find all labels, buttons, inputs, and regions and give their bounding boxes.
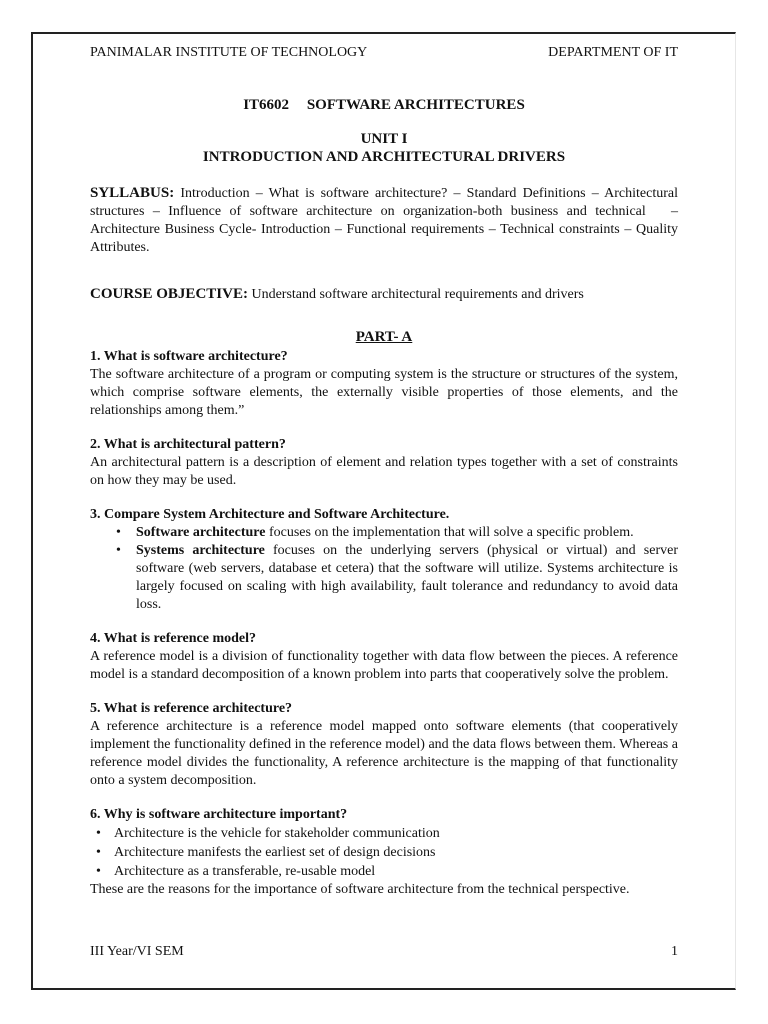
institute-name: PANIMALAR INSTITUTE OF TECHNOLOGY xyxy=(90,45,368,60)
bullet-icon: • xyxy=(96,845,101,860)
bullet-text: Architecture manifests the earliest set of design decisions xyxy=(114,845,436,860)
bullet-text: focuses on the underlying servers (physical or virtual) and server software (web servers, database et cetera) that the software will utilize. Systems architecture is largely focused on scaling with high availability, fault tolerance and redundancy to avoid data loss. xyxy=(136,543,678,612)
syllabus-label: SYLLABUS: xyxy=(90,185,175,201)
list-item xyxy=(90,542,678,614)
bullet-icon: • xyxy=(96,826,101,841)
objective-text: Understand software architectural requirements and drivers xyxy=(251,287,584,302)
course-objective xyxy=(90,285,678,304)
course-code: IT6602 xyxy=(243,97,290,113)
course-title xyxy=(90,96,678,114)
course-name: SOFTWARE ARCHITECTURES xyxy=(306,97,525,113)
question-4-title: 4. What is reference model? xyxy=(90,631,257,646)
department-name: DEPARTMENT OF IT xyxy=(548,45,678,60)
question-2-title: 2. What is architectural pattern? xyxy=(90,437,286,452)
bullet-icon: • xyxy=(116,525,121,540)
document-body xyxy=(90,44,678,899)
question-4-answer: A reference model is a division of functionality together with data flow between the pieces. A reference model is a standard decomposition of a known problem into parts that cooperatively solve the problem. xyxy=(90,649,678,682)
page-footer xyxy=(90,944,678,960)
part-a-heading: PART- A xyxy=(355,329,413,345)
page-header xyxy=(90,44,678,66)
bullet-icon: • xyxy=(116,543,121,558)
bullet-text: focuses on the implementation that will solve a specific problem. xyxy=(265,525,634,540)
question-1-title: 1. What is software architecture? xyxy=(90,349,288,364)
unit-title: INTRODUCTION AND ARCHITECTURAL DRIVERS xyxy=(202,149,566,165)
question-6-title: 6. Why is software architecture important? xyxy=(90,807,348,822)
question-6-conclusion: These are the reasons for the importance of software architecture from the technical perspective. xyxy=(90,882,630,897)
year-semester: III Year/VI SEM xyxy=(90,944,184,959)
bullet-text: Architecture is the vehicle for stakeholder communication xyxy=(114,826,440,841)
bullet-term: Software architecture xyxy=(136,525,266,540)
question-1-answer: The software architecture of a program or computing system is the structure or structures of the system, which comprise software elements, the externally visible properties of those elements, and the relationships among them.” xyxy=(90,367,678,418)
unit-number: UNIT I xyxy=(360,131,408,147)
syllabus-paragraph xyxy=(90,184,678,257)
bullet-icon: • xyxy=(96,864,101,879)
unit-heading xyxy=(90,130,678,166)
page-number: 1 xyxy=(671,944,678,959)
question-3-bullets xyxy=(90,524,678,614)
question-5-title: 5. What is reference architecture? xyxy=(90,701,293,716)
syllabus-text: Introduction – What is software architecture? – Standard Definitions – Architectural structures – Influence of software architecture on organization-both business and technical – Architecture Business Cycle- Introduction – Functional requirements – Technical constraints – Quality Attributes. xyxy=(90,186,679,255)
list-item xyxy=(90,843,678,862)
question-6-bullets xyxy=(90,824,678,881)
question-2-answer: An architectural pattern is a description of element and relation types together with a set of constraints on how they may be used. xyxy=(90,455,678,488)
bullet-term: Systems architecture xyxy=(136,543,265,558)
objective-label: COURSE OBJECTIVE: xyxy=(90,286,248,302)
list-item xyxy=(90,862,678,881)
question-3-title: 3. Compare System Architecture and Software Architecture. xyxy=(90,507,450,522)
list-item xyxy=(90,524,678,542)
bullet-text: Architecture as a transferable, re-usable model xyxy=(114,864,376,879)
list-item xyxy=(90,824,678,843)
question-5-answer: A reference architecture is a reference model mapped onto software elements (that cooperatively implement the functionality defined in the reference model) and the data flows between them. Whereas a reference model divides the functionality, A reference architecture is the mapping of that functionality onto a system decomposition. xyxy=(90,719,678,788)
